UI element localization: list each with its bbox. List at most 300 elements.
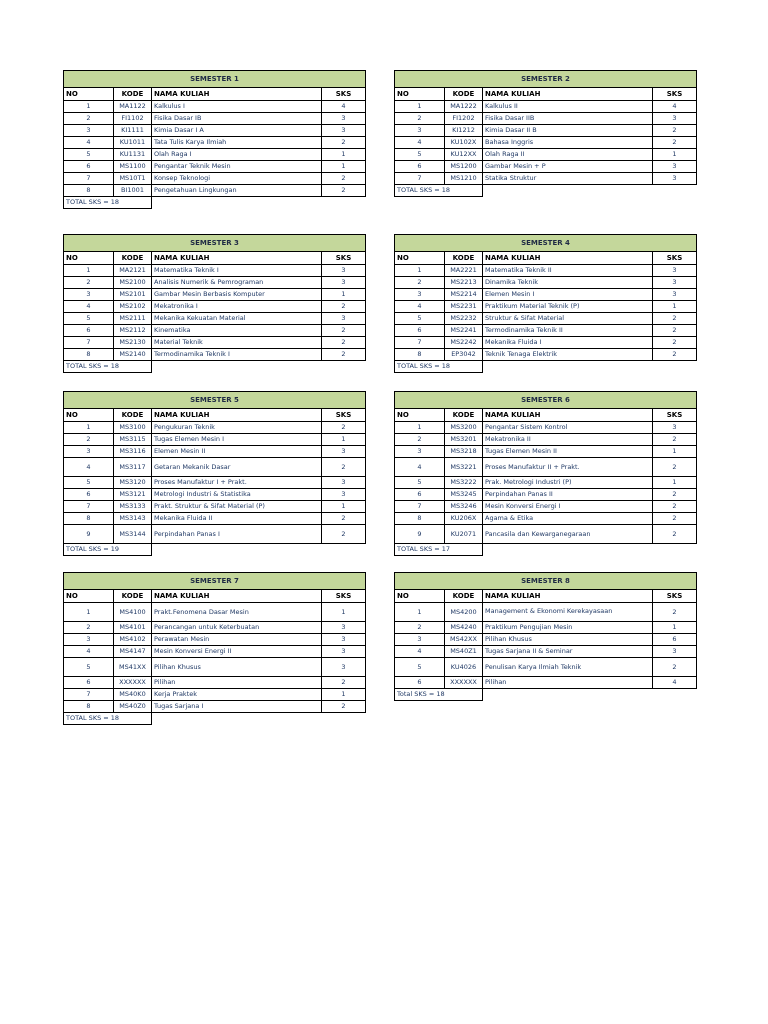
course-credits: 3 <box>653 646 697 658</box>
course-code: MS3117 <box>114 458 152 477</box>
course-name: Penulisan Karya Ilmiah Teknik <box>483 658 653 677</box>
course-code: KU1011 <box>114 137 152 149</box>
course-code: MS3222 <box>445 477 483 489</box>
course-no: 8 <box>64 185 114 197</box>
course-no: 4 <box>64 301 114 313</box>
course-credits: 2 <box>653 513 697 525</box>
course-no: 1 <box>395 422 445 434</box>
course-name: Mesin Konversi Energi I <box>483 501 653 513</box>
course-credits: 2 <box>653 137 697 149</box>
course-name: Matematika Teknik I <box>152 265 322 277</box>
course-name: Perpindahan Panas II <box>483 489 653 501</box>
course-name: Kimia Dasar II B <box>483 125 653 137</box>
course-name: Tata Tulis Karya Ilmiah <box>152 137 322 149</box>
semester-title: SEMESTER 4 <box>395 235 697 252</box>
course-row <box>395 658 697 677</box>
course-code: MA1122 <box>114 101 152 113</box>
column-header-nama: NAMA KULIAH <box>152 590 322 603</box>
course-name: Metrologi Industri & Statistika <box>152 489 322 501</box>
course-credits: 2 <box>322 422 366 434</box>
course-row <box>395 325 697 337</box>
course-code: MS3116 <box>114 446 152 458</box>
course-credits: 3 <box>653 277 697 289</box>
total-spacer <box>483 544 697 556</box>
course-no: 9 <box>64 525 114 544</box>
course-name: Mekanika Kekuatan Material <box>152 313 322 325</box>
course-no: 2 <box>64 277 114 289</box>
course-credits: 2 <box>653 501 697 513</box>
course-credits: 3 <box>653 173 697 185</box>
course-code: MS41XX <box>114 658 152 677</box>
course-no: 6 <box>395 677 445 689</box>
course-name: Agama & Etika <box>483 513 653 525</box>
column-header-sks: SKS <box>322 88 366 101</box>
course-code: KU12XX <box>445 149 483 161</box>
course-credits: 1 <box>653 622 697 634</box>
course-no: 7 <box>64 337 114 349</box>
course-code: KU102X <box>445 137 483 149</box>
course-no: 8 <box>395 349 445 361</box>
column-header-nama: NAMA KULIAH <box>483 590 653 603</box>
semester-1-table <box>63 70 366 209</box>
course-credits: 3 <box>322 277 366 289</box>
column-header-sks: SKS <box>653 252 697 265</box>
course-credits: 2 <box>653 525 697 544</box>
course-row <box>64 513 366 525</box>
course-row <box>395 301 697 313</box>
course-no: 6 <box>395 325 445 337</box>
course-no: 4 <box>64 458 114 477</box>
course-row <box>395 149 697 161</box>
course-name: Termodinamika Teknik II <box>483 325 653 337</box>
course-row <box>64 277 366 289</box>
course-no: 1 <box>64 603 114 622</box>
column-header-kode: KODE <box>445 409 483 422</box>
course-row <box>395 349 697 361</box>
semester-6-table <box>394 391 697 556</box>
course-no: 6 <box>395 489 445 501</box>
course-code: MS2213 <box>445 277 483 289</box>
course-no: 3 <box>64 289 114 301</box>
course-code: MS4200 <box>445 603 483 622</box>
course-row <box>64 446 366 458</box>
column-header-sks: SKS <box>653 88 697 101</box>
course-code: MS3121 <box>114 489 152 501</box>
column-header-kode: KODE <box>114 590 152 603</box>
course-row <box>395 501 697 513</box>
course-row <box>395 137 697 149</box>
course-credits: 2 <box>322 325 366 337</box>
course-code: MS4102 <box>114 634 152 646</box>
course-no: 5 <box>64 313 114 325</box>
course-credits: 1 <box>322 161 366 173</box>
course-no: 2 <box>395 277 445 289</box>
course-credits: 3 <box>322 446 366 458</box>
course-code: MA1222 <box>445 101 483 113</box>
course-no: 7 <box>395 501 445 513</box>
course-row <box>395 277 697 289</box>
course-no: 3 <box>395 125 445 137</box>
column-header-nama: NAMA KULIAH <box>152 252 322 265</box>
course-no: 4 <box>64 137 114 149</box>
column-header-no: NO <box>64 252 114 265</box>
course-row <box>395 622 697 634</box>
course-name: Dinamika Teknik <box>483 277 653 289</box>
course-name: Analisis Numerik & Pemrograman <box>152 277 322 289</box>
course-row <box>395 125 697 137</box>
course-row <box>64 265 366 277</box>
total-credits: TOTAL SKS = 18 <box>395 361 483 373</box>
semester-title: SEMESTER 8 <box>395 573 697 590</box>
course-code: KI1111 <box>114 125 152 137</box>
course-name: Mekatronika II <box>483 434 653 446</box>
total-spacer <box>483 185 697 197</box>
total-spacer <box>152 713 366 725</box>
course-credits: 2 <box>322 185 366 197</box>
course-no: 3 <box>395 289 445 301</box>
course-row <box>395 113 697 125</box>
course-credits: 2 <box>653 125 697 137</box>
course-row <box>64 173 366 185</box>
course-row <box>64 161 366 173</box>
course-credits: 2 <box>322 458 366 477</box>
course-name: Mesin Konversi Energi II <box>152 646 322 658</box>
course-code: MS40K0 <box>114 689 152 701</box>
course-no: 5 <box>64 149 114 161</box>
course-no: 7 <box>64 689 114 701</box>
course-credits: 3 <box>653 289 697 301</box>
course-name: Prakt.Fenomena Dasar Mesin <box>152 603 322 622</box>
course-credits: 2 <box>322 525 366 544</box>
course-row <box>64 101 366 113</box>
course-credits: 1 <box>322 434 366 446</box>
course-row <box>395 422 697 434</box>
course-name: Elemen Mesin II <box>152 446 322 458</box>
course-row <box>64 701 366 713</box>
semester-8-table <box>394 572 697 701</box>
course-row <box>395 477 697 489</box>
course-row <box>395 161 697 173</box>
semester-5-table <box>63 391 366 556</box>
course-code: MS4101 <box>114 622 152 634</box>
column-header-kode: KODE <box>114 252 152 265</box>
course-no: 3 <box>395 446 445 458</box>
course-name: Tugas Elemen Mesin I <box>152 434 322 446</box>
course-name: Pengantar Sistem Kontrol <box>483 422 653 434</box>
course-name: Prak. Metrologi Industri (P) <box>483 477 653 489</box>
course-code: MS3218 <box>445 446 483 458</box>
course-name: Praktikum Pengujian Mesin <box>483 622 653 634</box>
course-no: 8 <box>64 349 114 361</box>
course-row <box>395 265 697 277</box>
course-no: 1 <box>395 101 445 113</box>
course-row <box>64 458 366 477</box>
course-no: 4 <box>395 301 445 313</box>
course-credits: 1 <box>653 149 697 161</box>
course-code: KU1131 <box>114 149 152 161</box>
course-code: MS2241 <box>445 325 483 337</box>
course-row <box>64 325 366 337</box>
course-row <box>64 113 366 125</box>
course-code: KU206X <box>445 513 483 525</box>
course-no: 2 <box>395 113 445 125</box>
course-code: MS2112 <box>114 325 152 337</box>
total-spacer <box>483 361 697 373</box>
course-name: Fisika Dasar IIB <box>483 113 653 125</box>
course-name: Statika Struktur <box>483 173 653 185</box>
course-no: 1 <box>64 101 114 113</box>
course-code: MS2214 <box>445 289 483 301</box>
course-no: 5 <box>395 313 445 325</box>
course-row <box>64 677 366 689</box>
course-name: Mekatronika I <box>152 301 322 313</box>
total-credits: TOTAL SKS = 19 <box>64 544 152 556</box>
course-credits: 1 <box>653 301 697 313</box>
course-name: Struktur & Sifat Material <box>483 313 653 325</box>
course-code: MS3246 <box>445 501 483 513</box>
course-row <box>64 313 366 325</box>
course-name: Material Teknik <box>152 337 322 349</box>
course-name: Tugas Sarjana II & Seminar <box>483 646 653 658</box>
course-row <box>64 337 366 349</box>
course-no: 7 <box>64 173 114 185</box>
course-row <box>64 603 366 622</box>
column-header-kode: KODE <box>445 88 483 101</box>
course-no: 2 <box>395 434 445 446</box>
column-header-sks: SKS <box>322 409 366 422</box>
course-code: MA2121 <box>114 265 152 277</box>
course-name: Proses Manufaktur II + Prakt. <box>483 458 653 477</box>
course-code: MS1210 <box>445 173 483 185</box>
course-code: MS3120 <box>114 477 152 489</box>
course-row <box>395 603 697 622</box>
course-row <box>64 349 366 361</box>
course-row <box>64 646 366 658</box>
column-header-kode: KODE <box>114 88 152 101</box>
course-credits: 2 <box>322 677 366 689</box>
column-header-no: NO <box>395 88 445 101</box>
course-no: 2 <box>64 434 114 446</box>
semester-title: SEMESTER 1 <box>64 71 366 88</box>
course-name: Olah Raga I <box>152 149 322 161</box>
course-name: Tugas Sarjana I <box>152 701 322 713</box>
course-name: Kalkulus I <box>152 101 322 113</box>
course-credits: 4 <box>653 101 697 113</box>
course-credits: 3 <box>653 422 697 434</box>
course-no: 9 <box>395 525 445 544</box>
course-no: 6 <box>395 161 445 173</box>
course-name: Tugas Elemen Mesin II <box>483 446 653 458</box>
course-no: 5 <box>395 149 445 161</box>
course-no: 8 <box>64 513 114 525</box>
column-header-no: NO <box>395 252 445 265</box>
course-code: KU2071 <box>445 525 483 544</box>
column-header-no: NO <box>64 409 114 422</box>
course-code: MS40Z0 <box>114 701 152 713</box>
course-no: 8 <box>64 701 114 713</box>
course-credits: 1 <box>322 501 366 513</box>
total-spacer <box>152 544 366 556</box>
course-credits: 2 <box>322 349 366 361</box>
course-name: Pengetahuan Lingkungan <box>152 185 322 197</box>
course-no: 2 <box>395 622 445 634</box>
course-row <box>395 434 697 446</box>
course-name: Olah Raga II <box>483 149 653 161</box>
course-code: MS2231 <box>445 301 483 313</box>
course-name: Mekanika Fluida I <box>483 337 653 349</box>
course-no: 5 <box>64 658 114 677</box>
course-credits: 3 <box>322 113 366 125</box>
course-credits: 2 <box>653 325 697 337</box>
course-no: 1 <box>395 603 445 622</box>
total-spacer <box>483 689 697 701</box>
course-no: 4 <box>64 646 114 658</box>
course-row <box>64 422 366 434</box>
course-credits: 3 <box>653 265 697 277</box>
semester-4-table <box>394 234 697 373</box>
course-row <box>395 634 697 646</box>
column-header-no: NO <box>395 409 445 422</box>
course-no: 1 <box>395 265 445 277</box>
course-credits: 2 <box>653 349 697 361</box>
course-credits: 2 <box>653 603 697 622</box>
column-header-nama: NAMA KULIAH <box>152 409 322 422</box>
course-no: 4 <box>395 646 445 658</box>
course-row <box>64 434 366 446</box>
course-name: Pancasila dan Kewarganegaraan <box>483 525 653 544</box>
course-credits: 3 <box>322 125 366 137</box>
course-credits: 3 <box>322 477 366 489</box>
course-name: Kinematika <box>152 325 322 337</box>
semester-2-table <box>394 70 697 197</box>
column-header-nama: NAMA KULIAH <box>152 88 322 101</box>
course-no: 6 <box>64 161 114 173</box>
course-code: MS3115 <box>114 434 152 446</box>
course-credits: 3 <box>322 658 366 677</box>
course-name: Matematika Teknik II <box>483 265 653 277</box>
course-code: FI1202 <box>445 113 483 125</box>
semester-7-table <box>63 572 366 725</box>
course-name: Fisika Dasar IB <box>152 113 322 125</box>
column-header-sks: SKS <box>653 590 697 603</box>
course-no: 3 <box>64 125 114 137</box>
course-credits: 2 <box>653 434 697 446</box>
course-no: 6 <box>64 677 114 689</box>
course-name: Proses Manufaktur I + Prakt. <box>152 477 322 489</box>
course-row <box>395 489 697 501</box>
course-row <box>64 185 366 197</box>
course-credits: 2 <box>653 658 697 677</box>
course-name: Kalkulus II <box>483 101 653 113</box>
semester-title: SEMESTER 6 <box>395 392 697 409</box>
course-no: 3 <box>395 634 445 646</box>
course-no: 5 <box>395 477 445 489</box>
course-credits: 2 <box>322 337 366 349</box>
column-header-sks: SKS <box>322 590 366 603</box>
course-credits: 3 <box>322 313 366 325</box>
course-credits: 3 <box>322 622 366 634</box>
total-credits: TOTAL SKS = 18 <box>64 197 152 209</box>
course-no: 3 <box>64 446 114 458</box>
course-row <box>395 313 697 325</box>
course-code: MS4100 <box>114 603 152 622</box>
course-no: 3 <box>64 634 114 646</box>
course-code: EP3042 <box>445 349 483 361</box>
course-no: 5 <box>395 658 445 677</box>
course-credits: 1 <box>653 477 697 489</box>
total-credits: TOTAL SKS = 18 <box>64 713 152 725</box>
course-no: 4 <box>395 137 445 149</box>
column-header-sks: SKS <box>322 252 366 265</box>
course-row <box>64 137 366 149</box>
course-row <box>395 677 697 689</box>
course-name: Elemen Mesin I <box>483 289 653 301</box>
course-code: MS2100 <box>114 277 152 289</box>
course-credits: 1 <box>322 289 366 301</box>
course-code: MS2232 <box>445 313 483 325</box>
course-row <box>395 337 697 349</box>
course-code: MS2140 <box>114 349 152 361</box>
course-name: Perawatan Mesin <box>152 634 322 646</box>
course-credits: 6 <box>653 634 697 646</box>
course-name: Perpindahan Panas I <box>152 525 322 544</box>
course-row <box>64 289 366 301</box>
course-name: Mekanika Fluida II <box>152 513 322 525</box>
course-row <box>395 458 697 477</box>
course-no: 4 <box>395 458 445 477</box>
column-header-no: NO <box>64 590 114 603</box>
course-no: 2 <box>64 113 114 125</box>
course-code: MS10T1 <box>114 173 152 185</box>
course-credits: 2 <box>322 137 366 149</box>
course-credits: 1 <box>322 149 366 161</box>
course-credits: 2 <box>322 301 366 313</box>
course-credits: 3 <box>653 113 697 125</box>
course-name: Kimia Dasar I A <box>152 125 322 137</box>
course-code: MS2242 <box>445 337 483 349</box>
semester-title: SEMESTER 5 <box>64 392 366 409</box>
total-credits: TOTAL SKS = 17 <box>395 544 483 556</box>
column-header-kode: KODE <box>445 252 483 265</box>
course-credits: 3 <box>322 646 366 658</box>
course-code: XXXXXX <box>114 677 152 689</box>
semester-title: SEMESTER 2 <box>395 71 697 88</box>
course-code: MS3100 <box>114 422 152 434</box>
course-row <box>64 149 366 161</box>
course-no: 5 <box>64 477 114 489</box>
course-code: BI1001 <box>114 185 152 197</box>
course-name: Prakt. Struktur & Sifat Material (P) <box>152 501 322 513</box>
total-credits: Total SKS = 18 <box>395 689 483 701</box>
course-code: MS2101 <box>114 289 152 301</box>
course-credits: 1 <box>653 446 697 458</box>
course-row <box>395 289 697 301</box>
course-row <box>64 622 366 634</box>
semester-3-table <box>63 234 366 373</box>
course-credits: 3 <box>653 161 697 173</box>
course-code: MS2111 <box>114 313 152 325</box>
course-credits: 1 <box>322 603 366 622</box>
course-code: MS40Z1 <box>445 646 483 658</box>
course-code: KU4026 <box>445 658 483 677</box>
course-name: Praktikum Material Teknik (P) <box>483 301 653 313</box>
course-credits: 1 <box>322 689 366 701</box>
course-no: 1 <box>64 265 114 277</box>
course-row <box>395 646 697 658</box>
total-spacer <box>152 361 366 373</box>
column-header-nama: NAMA KULIAH <box>483 252 653 265</box>
course-code: FI1102 <box>114 113 152 125</box>
